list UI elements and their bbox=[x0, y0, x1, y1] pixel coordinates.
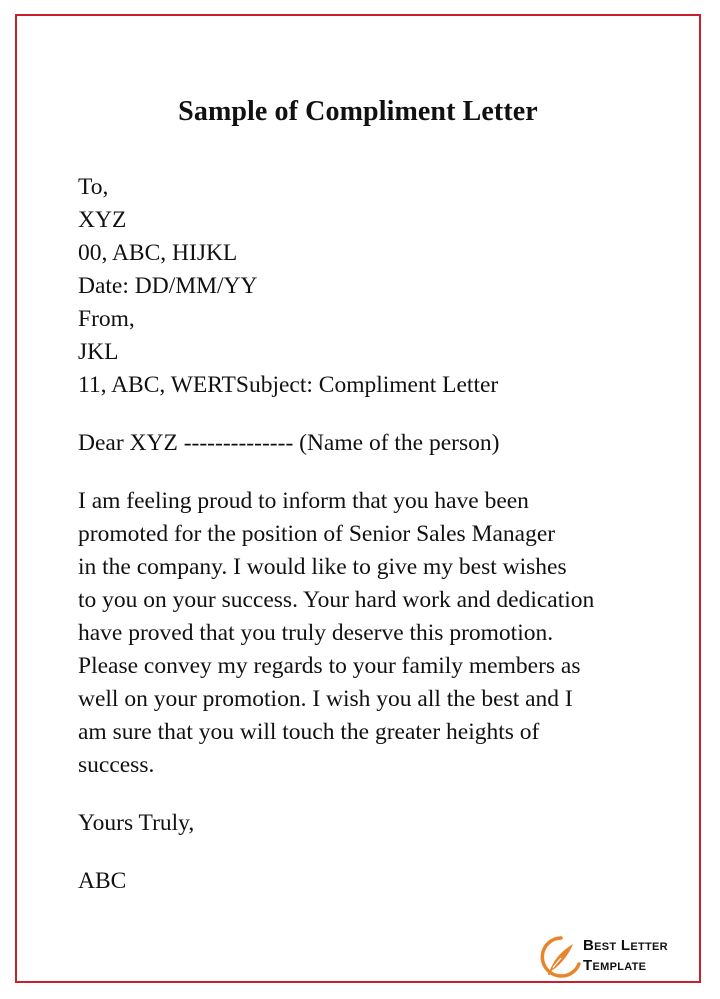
spacer bbox=[78, 782, 698, 807]
address-line: XYZ bbox=[78, 207, 127, 233]
salutation: Dear XYZ -------------- (Name of the person) bbox=[78, 430, 500, 456]
logo-line-2: Template bbox=[583, 957, 647, 974]
brand-logo bbox=[539, 932, 699, 984]
paragraph-line: Please convey my regards to your family members as bbox=[78, 653, 581, 679]
paragraph-line: promoted for the position of Senior Sales Manager bbox=[78, 521, 556, 547]
address-line: 11, ABC, WERTSubject: Compliment Letter bbox=[78, 372, 499, 398]
address-line: To, bbox=[78, 174, 109, 200]
paragraph-line: success. bbox=[78, 752, 155, 778]
address-line: JKL bbox=[78, 339, 119, 365]
body-paragraph bbox=[78, 485, 698, 782]
letter-body bbox=[78, 171, 698, 898]
spacer bbox=[78, 402, 698, 427]
letter-frame bbox=[15, 14, 701, 983]
address-line: From, bbox=[78, 306, 135, 332]
address-block bbox=[78, 171, 698, 402]
spacer bbox=[78, 460, 698, 485]
quill-pen-icon bbox=[539, 934, 583, 980]
page-title: Sample of Compliment Letter bbox=[178, 96, 538, 127]
address-line: 00, ABC, HIJKL bbox=[78, 240, 238, 266]
spacer bbox=[78, 840, 698, 865]
paragraph-line: in the company. I would like to give my best wishes bbox=[78, 554, 567, 580]
signature: ABC bbox=[78, 868, 127, 894]
logo-line-1: Best Letter bbox=[583, 937, 668, 954]
closing: Yours Truly, bbox=[78, 810, 195, 836]
address-line: Date: DD/MM/YY bbox=[78, 273, 258, 299]
paragraph-line: have proved that you truly deserve this promotion. bbox=[78, 620, 554, 646]
paragraph-line: well on your promotion. I wish you all the best and I bbox=[78, 686, 573, 712]
paragraph-line: am sure that you will touch the greater heights of bbox=[78, 719, 540, 745]
logo-text bbox=[583, 936, 668, 976]
paragraph-line: to you on your success. Your hard work and dedication bbox=[78, 587, 595, 613]
paragraph-line: I am feeling proud to inform that you have been bbox=[78, 488, 529, 514]
